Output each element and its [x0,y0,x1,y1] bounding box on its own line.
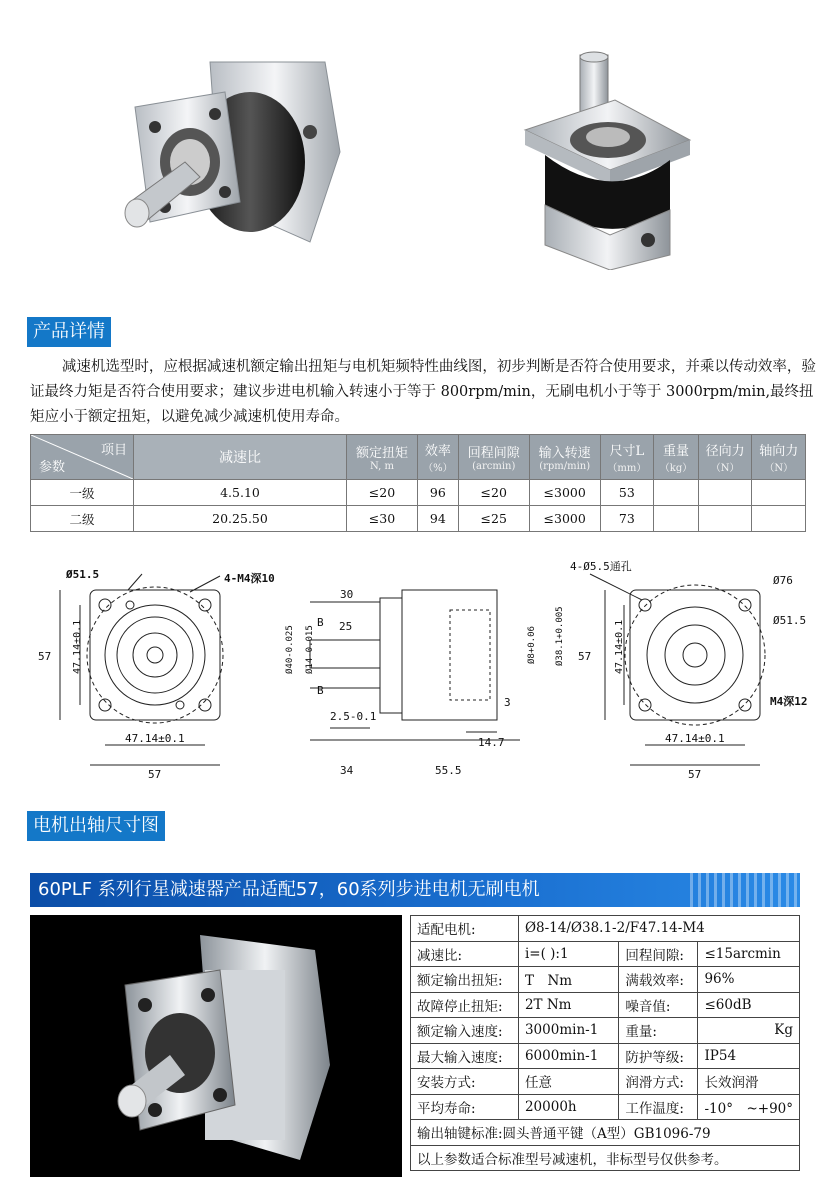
series-banner-title: 60PLF 系列行星减速器产品适配57，60系列步进电机无刷电机 [38,879,540,900]
table-row: 额定输出扭矩: T Nm 满载效率: 96% [411,967,800,993]
table-row: 减速比: i=( ):1 回程间隙: ≤15arcmin [411,941,800,967]
banner-stripes [690,873,800,907]
col-header: 额定扭矩 N, m [347,435,418,480]
dim-label: 30 [340,588,354,601]
dim-label: 47.14±0.1 [72,619,83,674]
col-header: 输入转速 (rpm/min) [529,435,600,480]
dim-label: B [317,616,324,629]
table-row: 额定输入速度: 3000min-1 重量: Kg [411,1018,800,1044]
intro-paragraph: 减速机选型时，应根据减速机额定输出扭矩与电机矩频特性曲线图，初步判断是否符合使用要求，并乘以传动效率，验证最终力矩是否符合使用要求；建议步进电机输入转速小于等于 800rpm/min，无刷电机小于等于 3000rpm/min,最终扭矩应小于额定扭矩，以避免减少减速机使用寿命。 [30,359,816,425]
dimension-drawing [30,560,820,785]
col-header: 轴向力 （N） [752,435,806,480]
dim-label: 4-M4深10 [224,572,275,585]
col-header: 重量 （kg） [654,435,699,480]
dim-label: 2.5-0.1 [330,710,377,723]
gearbox-photo-dark [30,915,402,1177]
dim-label: Ø40-0.025 [285,625,295,674]
dim-label: Ø51.5 [773,614,807,627]
dim-label: 34 [340,764,354,777]
dim-label: M4深12 [770,695,808,708]
table-row: 最大输入速度: 6000min-1 防护等级: IP54 [411,1043,800,1069]
dim-label: 25 [339,620,353,633]
col-header: 尺寸L （mm） [600,435,653,480]
dim-label: 57 [578,650,592,663]
table-row: 以上参数适合标准型号减速机，非标型号仅供参考。 [411,1145,800,1171]
spec-table [30,434,806,532]
gearbox-photo-top [520,45,695,270]
dim-label: Ø14-0.015 [305,625,315,674]
section-title-shaft-dimensions: 电机出轴尺寸图 [27,811,165,841]
corner-cell [31,435,134,480]
ratio-header: 减速比 [134,435,347,480]
corner-bottom-label: 参数 [39,460,66,475]
table-row: 输出轴键标准:圆头普通平键（A型）GB1096-79 [411,1120,800,1146]
dim-label: 57 [38,650,52,663]
col-header: 回程间隙 (arcmin) [458,435,529,480]
col-header: 效率 （%） [417,435,458,480]
dim-label: 57 [688,768,702,781]
col-header: 径向力 （N） [698,435,752,480]
dim-label: 3 [504,696,511,709]
dim-label: B [317,684,324,697]
dim-label: Ø51.5 [66,568,100,581]
dim-label: 4-Ø5.5通孔 [570,560,632,573]
table-row: 适配电机: Ø8-14/Ø38.1-2/F47.14-M4 [411,916,800,942]
corner-top-label: 项目 [100,443,127,458]
dim-label: Ø76 [773,574,793,587]
dim-label: Ø38.1+0.005 [555,606,565,666]
table-row: 二级 20.25.50 ≤30 94 ≤25 ≤3000 73 [31,506,806,532]
dim-label: 47.14±0.1 [125,732,185,745]
table-row: 一级 4.5.10 ≤20 96 ≤20 ≤3000 53 [31,480,806,506]
spec-table-header [31,435,806,480]
table-row: 平均寿命: 20000h 工作温度: -10° ~+90° [411,1094,800,1120]
params-table [410,915,800,1171]
series-banner [30,873,800,907]
dim-label: 47.14±0.1 [665,732,725,745]
gearbox-photo-angled [110,52,345,267]
dim-label: 14.7 [478,736,505,749]
table-row: 安装方式: 任意 润滑方式: 长效润滑 [411,1069,800,1095]
dim-label: 47.14±0.1 [614,619,625,674]
table-row: 故障停止扭矩: 2T Nm 噪音值: ≤60dB [411,992,800,1018]
section-title-product-details: 产品详情 [27,317,111,347]
dim-label: 55.5 [435,764,462,777]
dim-label: 57 [148,768,162,781]
dim-label: Ø8+0.06 [527,626,537,664]
